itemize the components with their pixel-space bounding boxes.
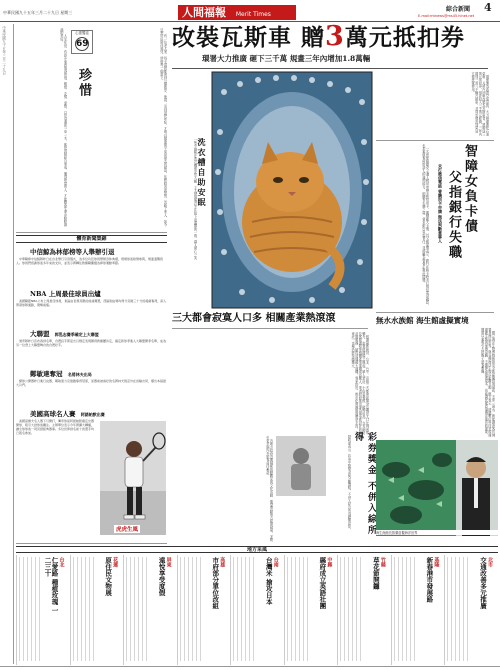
regional-headline: 市府部分單位改組 bbox=[211, 557, 220, 609]
regional-column bbox=[177, 555, 229, 665]
aquarium-photo bbox=[376, 440, 498, 536]
lower-small-photo bbox=[276, 436, 326, 496]
sports-item-title bbox=[30, 329, 99, 338]
lottery-headline: 彩券獎金 不併入綜所得 bbox=[353, 432, 376, 537]
car-story-body bbox=[376, 72, 488, 138]
regional-column bbox=[444, 555, 496, 665]
lottery-story bbox=[330, 432, 376, 544]
sports-item-body: 美國職籃NBA公布上周最佳球員，東區由表現亮眼的前鋒獲選，西區則由場均得分突破三十分的後衛奪得，兩人帶領球隊連勝，聲勢看漲。 bbox=[16, 299, 167, 307]
column-body-left: 人生在世，有許多東西值得珍惜。親情、友情、愛情，以及身邊的一草一木，都是因緣和合而成。懂得珍惜的人，才能體會生命中點點滴滴的美好。 bbox=[59, 28, 67, 227]
sports-header-text: 體育新聞集錦 bbox=[76, 236, 107, 242]
regional-city-label: 花蓮 bbox=[112, 557, 119, 567]
column-title: 珍惜 bbox=[76, 68, 91, 98]
lower-middle-text: 各地方政府近期積極推動觀光與文化活動，期望帶動地方經濟發展，並吸引更多國內外旅客前往參訪。 bbox=[265, 436, 273, 542]
regional-body bbox=[394, 557, 418, 661]
sports-item-note: 阿諾帕默出賽 bbox=[80, 412, 105, 417]
regional-city-label: 台南 bbox=[272, 557, 279, 567]
tennis-photo bbox=[100, 421, 166, 535]
population-text: 根據最新統計，台北、台中、高雄三大都會區單身及獨居人口比例逐年攀升，寂寞經濟隨之興起。單人套房、小份量餐飲、寵物用品、交友網站及休閒課程等相關產業業績成長驚人，業者紛紛推出專為單身族設計的商品與服務，搶攻這塊龐大商機。專家指出，都市化與晚婚趨勢是主因，未來此一市場仍將持續擴大。 bbox=[350, 332, 369, 435]
regional-column bbox=[123, 555, 175, 665]
regional-header bbox=[16, 546, 498, 553]
footer-rule bbox=[0, 666, 500, 667]
regional-column bbox=[284, 555, 336, 665]
year-column-rule bbox=[13, 24, 14, 664]
regional-columns bbox=[16, 555, 498, 665]
cat-caption-title: 洗衣槽自助安眠 bbox=[197, 138, 207, 208]
right-story-subheadline: 父指銀行失職 bbox=[446, 170, 461, 260]
sports-section bbox=[16, 235, 167, 545]
regional-column bbox=[391, 555, 443, 665]
aquarium-photo-caption: 海生館館長推廣虛擬海洋世界 bbox=[376, 530, 498, 535]
regional-body bbox=[447, 557, 471, 661]
aquarium-top-rule bbox=[376, 312, 494, 313]
regional-headline: 縣府成立英語社團 bbox=[318, 557, 327, 609]
sports-bottom-rule bbox=[16, 543, 167, 544]
headline-rule bbox=[172, 68, 488, 69]
main-headline bbox=[172, 21, 492, 52]
sports-item-body: 網球公開賽昨日進行決賽，鄭敏達力克強敵奪得冠軍，而賽前被看好的名將林夫則意外在首輪出局，爆出本屆最大冷門。 bbox=[16, 379, 167, 387]
regional-header-text: 地方采風 bbox=[246, 547, 267, 553]
regional-section bbox=[16, 546, 498, 666]
main-headline-suffix: 萬元抵扣券 bbox=[344, 24, 465, 51]
year-header-column bbox=[0, 24, 14, 664]
masthead-logo bbox=[178, 5, 296, 20]
regional-city-label: 屏東 bbox=[165, 557, 172, 567]
right-story-rule bbox=[376, 140, 494, 141]
regional-body bbox=[287, 557, 311, 661]
regional-city-label: 高雄 bbox=[219, 557, 226, 567]
right-story bbox=[376, 140, 498, 312]
sports-item-body: 道奇隊昨日宣布春訓名單，台灣投手郭泓志以穩定表現獲得教練團肯定，確定新球季進入大聯盟開季名單，成為另一位登上大聯盟舞台的台灣好手。 bbox=[16, 339, 167, 347]
sports-header bbox=[16, 235, 167, 243]
cat-caption-text: 一隻小貓咪在洗衣機裡安然入睡，主人發現後忍不住拍下這溫馨的一幕，讓人會心一笑 bbox=[193, 138, 197, 260]
tennis-player-image bbox=[100, 421, 166, 535]
main-headline-number: 3 bbox=[325, 21, 345, 52]
cat-photo bbox=[212, 72, 372, 308]
sports-item-title: 中信鯨為林郁榜等人舉辦引退 bbox=[30, 248, 115, 256]
right-story-deck: 未打徵信電話 曾識別卡申請 無法判斷當事人 bbox=[438, 164, 443, 243]
regional-body bbox=[180, 557, 204, 661]
regional-headline: 草花節開鑼 bbox=[371, 557, 380, 590]
regional-city-label: 北市 bbox=[486, 557, 493, 567]
aquarium-text: 國立海洋生物博物館推出全新虛擬實境展區，不需一滴水，就能讓遊客彷彿置身海底世界，與各種海洋生物近距離互動。館方表示，透過數位科技呈現珊瑚礁生態與深海奇觀，不僅節省維護成本，也能讓民眾認識海洋保育的重要，開幕以來吸引大批親子遊客參觀。 bbox=[480, 328, 495, 437]
logo-text: 人間福報 bbox=[182, 6, 226, 19]
page-number: 4 bbox=[484, 1, 492, 14]
right-story-text: 一名智能障礙女子遭人利用申辦多張信用卡，累積龐大卡債，其父親氣憤表示，銀行在核卡時未打徵信電話確認，也未審慎查核申請人的識別能力，明顯有失職之處，要求銀行負起責任，並呼籲金管會正視此問題。 bbox=[421, 144, 429, 308]
regional-headline: 原住民文物展 bbox=[104, 557, 113, 596]
cat-caption bbox=[174, 138, 208, 266]
regional-city-label: 基隆 bbox=[433, 557, 440, 567]
regional-body bbox=[233, 557, 257, 661]
column-rule bbox=[16, 232, 167, 233]
aquarium-headline: 無水水族館 海生館虛擬實境 bbox=[376, 316, 469, 325]
badge-number: 69 bbox=[76, 39, 89, 49]
sports-item-note: 名將林夫出局 bbox=[67, 372, 92, 377]
aquarium-scene-image bbox=[376, 440, 498, 536]
cat-in-washer-image bbox=[212, 72, 372, 308]
regional-headline: 交通改善多元推廣 bbox=[478, 557, 487, 609]
population-headline: 三大都會寂寞人口多 相關產業熱滾滾 bbox=[172, 313, 336, 324]
section-name: 綜合新聞 bbox=[446, 6, 471, 13]
main-headline-prefix: 改裝瓦斯車 贈 bbox=[172, 24, 326, 51]
sports-item-title: NBA 上周最佳球員出爐 bbox=[30, 290, 101, 298]
regional-headline: 新春港市發展路 bbox=[425, 557, 434, 603]
sports-item-title-main: 鄭敏達奪冠 bbox=[30, 370, 63, 378]
sports-item-title bbox=[30, 369, 92, 378]
sports-item-title-main: 美國高球名人賽 bbox=[30, 410, 76, 418]
sports-item-title bbox=[30, 409, 105, 418]
tennis-photo-caption: 虎虎生風 bbox=[116, 527, 139, 533]
year-header-text: 中華民國九十五年三月二十九日 bbox=[2, 26, 7, 75]
regional-body bbox=[126, 557, 150, 661]
regional-column bbox=[337, 555, 389, 665]
regional-column bbox=[16, 555, 68, 665]
badge-label: 心靈饗宴 bbox=[75, 31, 89, 35]
cat-story bbox=[172, 72, 372, 310]
sports-item-title-main: 大聯盟 bbox=[30, 330, 50, 338]
population-rule bbox=[172, 328, 368, 329]
regional-city-label: 竹縣 bbox=[379, 557, 386, 567]
column-area bbox=[16, 24, 167, 234]
sports-item-body: 中華職棒中信鯨隊昨日在台北舉行引退儀式，為多位功臣球員舉辦退休典禮，現場球迷熱情參與，場面溫馨感人。球員們感謝球迷多年來的支持，並表示將轉往教練職繼續為棒球運動奉獻。 bbox=[16, 257, 164, 265]
regional-column bbox=[230, 555, 282, 665]
column-body-right: 有一位老人家，每天清晨都會到公園散步，他說：活到這把年紀，才明白健康與平安是最大的財富。年輕時汲汲營營，忽略了家人，如今只想好好陪伴孫兒，珍惜每一個當下。 bbox=[159, 28, 167, 227]
sports-item-note: 郭泓志賽季確定上大聯盟 bbox=[54, 332, 99, 337]
right-story-headline: 智障女負卡債 bbox=[462, 144, 477, 234]
regional-column bbox=[70, 555, 122, 665]
regional-headline: 仁愛路 種植玫瑰 一二三十 bbox=[43, 557, 59, 614]
regional-headline: 台灣米 搶攻日本 bbox=[264, 557, 273, 605]
column-badge bbox=[71, 30, 93, 54]
regional-headline: 遠悅享受度假 bbox=[157, 557, 166, 596]
regional-city-label: 台北 bbox=[58, 557, 65, 567]
main-subtitle: 環署大力推廣 砸下三千萬 規畫三年內增加1.8萬輛 bbox=[202, 54, 371, 63]
masthead-email: E-mail:mtnews@ms45.hinet.net bbox=[418, 14, 475, 18]
regional-city-label: 中縣 bbox=[326, 557, 333, 567]
masthead bbox=[0, 0, 500, 22]
regional-body bbox=[340, 557, 364, 661]
lower-small-image bbox=[276, 436, 326, 496]
masthead-rule bbox=[0, 21, 500, 22]
regional-body bbox=[19, 557, 43, 661]
sports-item-body: 美國高爾夫名人賽下月開打，傳奇球星阿諾帕默確定出賽開球，吸引大批球迷關注。主辦單位表示今年將擴大轉播，讓全球球迷一同見證經典賽事。多位世界排名前十的選手均已報名參加。 bbox=[16, 419, 95, 435]
regional-body bbox=[73, 557, 97, 661]
masthead-date: 中華民國九十五年三月二十九日 星期三 bbox=[3, 10, 73, 15]
population-story bbox=[172, 312, 372, 435]
logo-en-text: Merit Times bbox=[235, 11, 271, 18]
car-story-text: 環保署為改善空氣品質，大力推廣液化石油氣車，凡將汽油車改裝為瓦斯車者，將贈送三萬元抵扣券，預計投入三千萬元經費，三年內增加一萬八千輛瓦斯車，並同步增設加氣站，方便民眾使用。 bbox=[470, 72, 489, 136]
main-headline-block bbox=[172, 21, 492, 70]
lottery-text: 財政部表示，彩券中獎獎金採分離課稅，不併入綜合所得總額計算。 bbox=[347, 432, 351, 532]
